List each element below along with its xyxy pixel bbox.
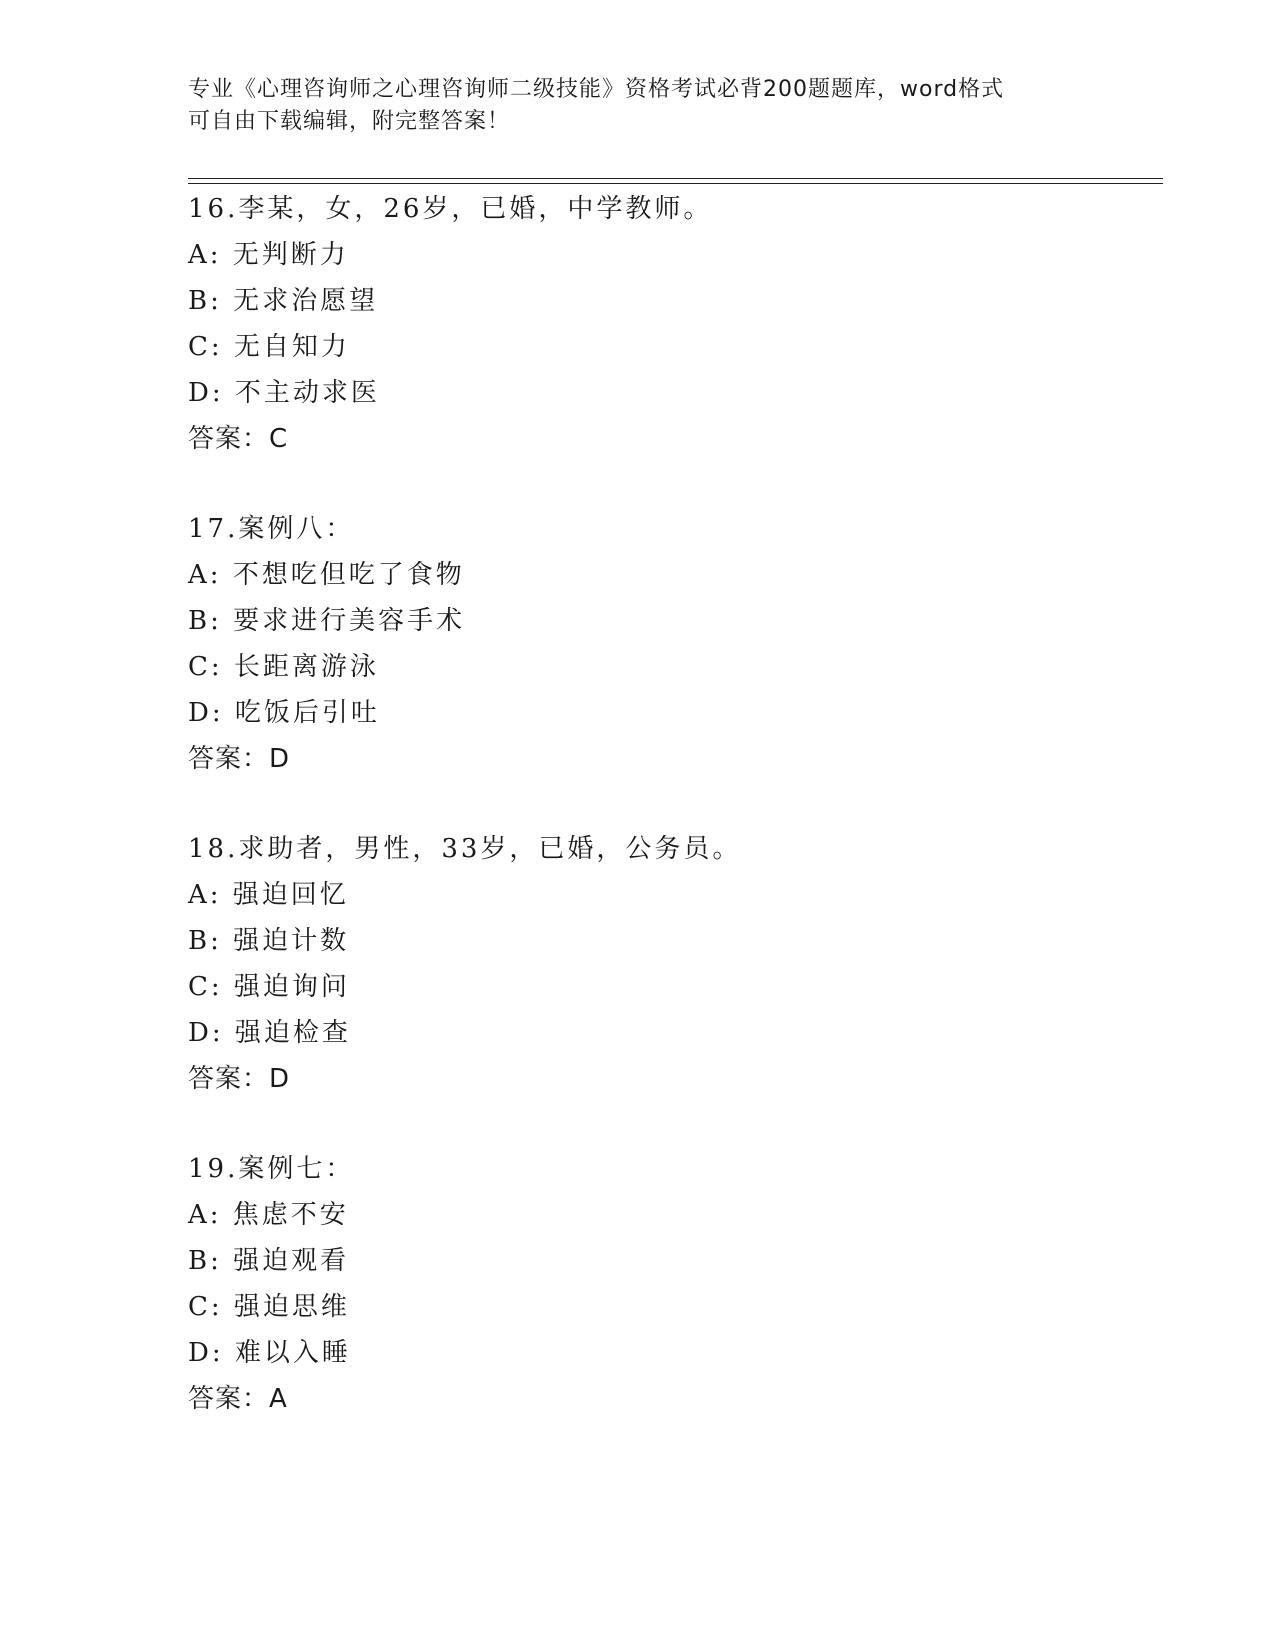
question-17 — [188, 506, 1188, 782]
option-b: B: 强迫观看 — [188, 1246, 350, 1276]
option-c: C: 无自知力 — [188, 332, 350, 362]
option-d: D: 吃饭后引吐 — [188, 698, 380, 728]
question-18 — [188, 826, 1188, 1102]
option-b: B: 强迫计数 — [188, 926, 350, 956]
header-line-2: 可自由下载编辑，附完整答案！ — [188, 109, 511, 134]
header-line-1: 专业《心理咨询师之心理咨询师二级技能》资格考试必背200题题库，word格式 — [188, 77, 1005, 102]
option-d: D: 强迫检查 — [188, 1018, 351, 1048]
option-c: C: 长距离游泳 — [188, 652, 379, 682]
header-divider-top — [188, 178, 1163, 179]
header-divider-bottom — [188, 183, 1163, 184]
option-a: A: 无判断力 — [188, 240, 349, 270]
option-a: A: 不想吃但吃了食物 — [188, 560, 465, 590]
question-stem: 16.李某，女，26岁，已婚，中学教师。 — [188, 194, 713, 224]
question-stem: 17.案例八： — [188, 514, 355, 544]
answer: 答案：D — [188, 1064, 291, 1094]
question-stem: 18.求助者，男性，33岁，已婚，公务员。 — [188, 834, 742, 864]
question-16 — [188, 186, 1188, 462]
option-d: D: 不主动求医 — [188, 378, 380, 408]
option-b: B: 要求进行美容手术 — [188, 606, 466, 636]
question-19 — [188, 1146, 1188, 1422]
option-b: B: 无求治愿望 — [188, 286, 379, 316]
answer: 答案：C — [188, 424, 289, 454]
option-d: D: 难以入睡 — [188, 1338, 351, 1368]
option-a: A: 焦虑不安 — [188, 1200, 349, 1230]
option-a: A: 强迫回忆 — [188, 880, 349, 910]
answer: 答案：A — [188, 1384, 288, 1414]
question-stem: 19.案例七： — [188, 1154, 355, 1184]
answer: 答案：D — [188, 744, 291, 774]
option-c: C: 强迫询问 — [188, 972, 350, 1002]
document-header — [188, 74, 1088, 138]
option-c: C: 强迫思维 — [188, 1292, 350, 1322]
